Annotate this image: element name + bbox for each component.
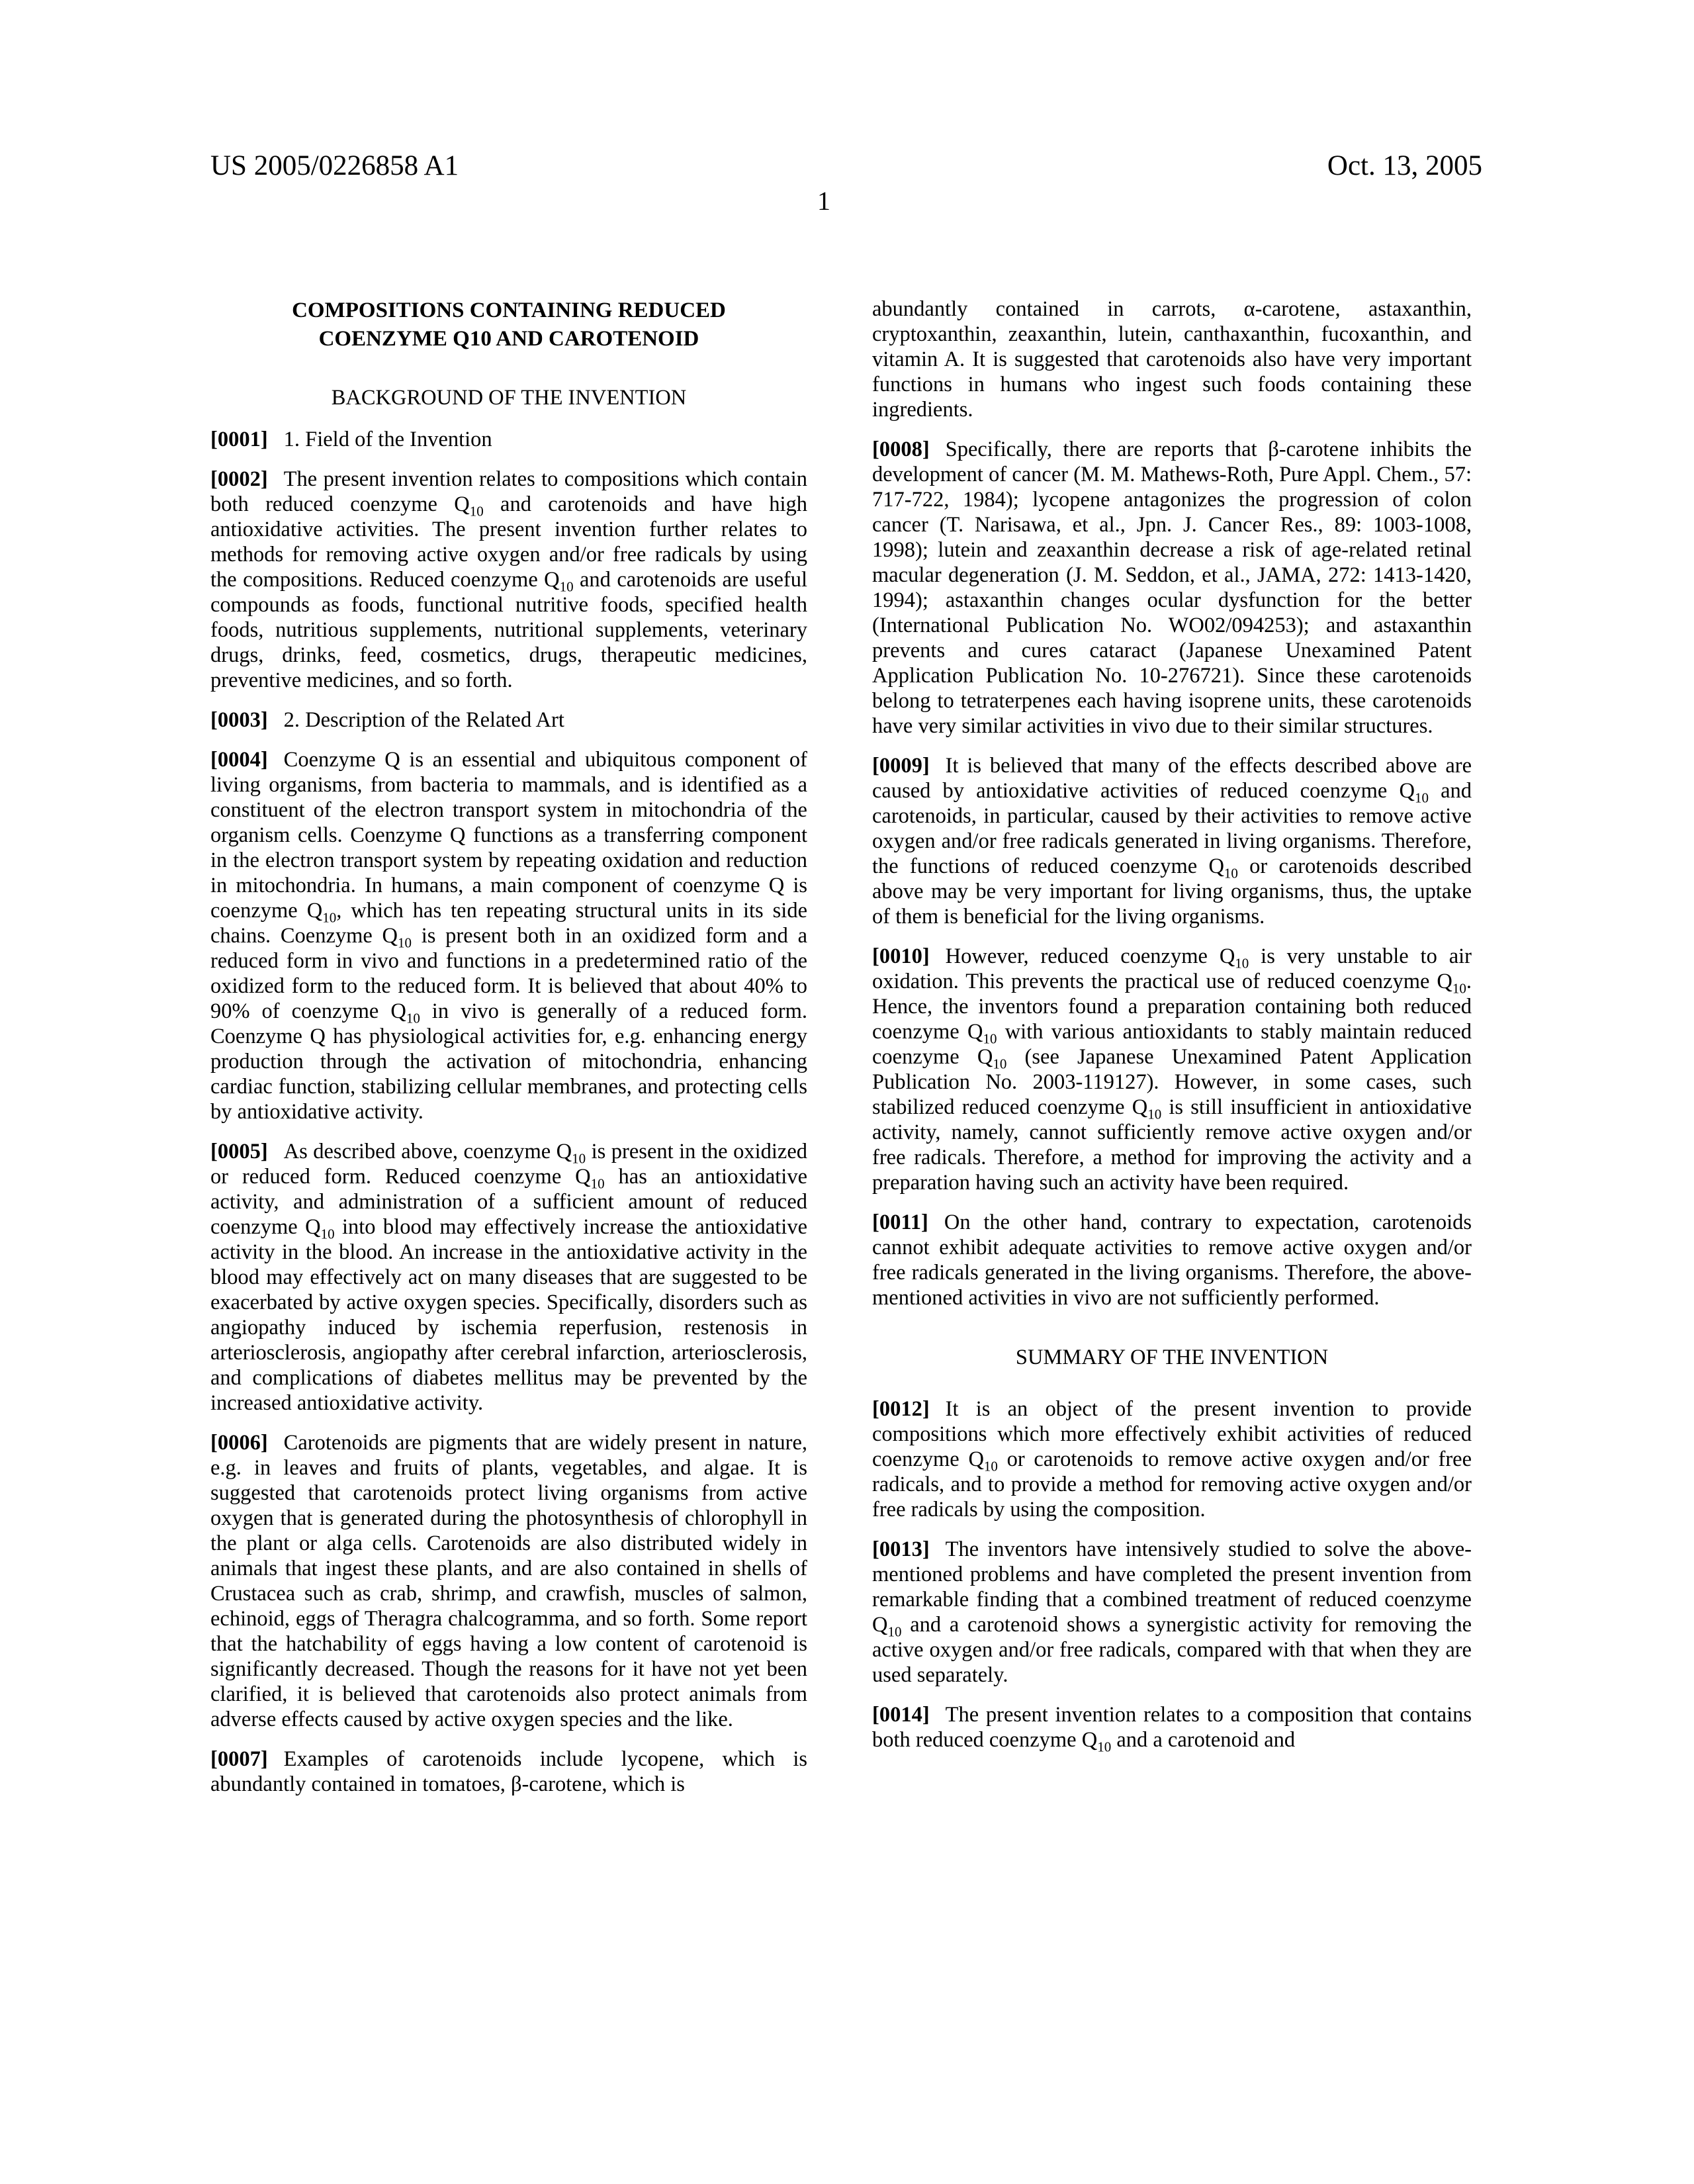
paragraph-tag: [0011] (872, 1210, 928, 1234)
paragraph-tag: [0005] (210, 1140, 268, 1163)
paragraph-0014 (872, 1702, 1472, 1755)
paragraph-0013 (872, 1537, 1472, 1688)
paragraph-tag: [0014] (872, 1703, 930, 1727)
paragraph-text: Carotenoids are pigments that are widely present in nature, e.g. in leaves and fruits of plants, vegetables, and algae. It is suggested that carotenoids protect living organisms from active oxygen that is generated during the photosynthesis of chlorophyll in the plant or alga cells. Carotenoids are also distributed widely in animals that ingest these plants, and are also contained in shells of Crustacea such as crab, shrimp, and crawfish, muscles of salmon, echinoid, eggs of Theragra chalcogramma, and so forth. Some report that the hatchability of eggs having a low content of carotenoid is significantly decreased. Though the reasons for it have not yet been clarified, it is believed that carotenoids also protect animals from adverse effects caused by active oxygen species and the like. (210, 1431, 807, 1731)
paragraph-tag: [0002] (210, 467, 268, 491)
section-heading-background: BACKGROUND OF THE INVENTION (331, 386, 687, 410)
paragraph-0005 (210, 1139, 807, 1416)
publication-date: Oct. 13, 2005 (1327, 150, 1482, 181)
paragraph-text: Coenzyme Q is an essential and ubiquitous component of living organisms, from bacteria to mammals, and is identified as a constituent of the electron transport system in mitochondria of the organism cells. Coenzyme Q functions as a transferring component in the electron transport system by repeating oxidation and reduction in mitochondria. In humans, a main component of coenzyme Q is coenzyme $Q_{10}$, which has ten repeating structural units in its side chains. Coenzyme $Q_{10}$ is present both in an oxidized form and a reduced form in vivo and functions in a predetermined ratio of the oxidized form to the reduced form. It is believed that about 40% to 90% of coenzyme $Q_{10}$ in vivo is generally of a reduced form. Coenzyme Q has physiological activities for, e.g. enhancing energy production through the activation of mitochondria, enhancing cardiac function, stabilizing cellular membranes, and protecting cells by antioxidative activity. (210, 748, 808, 1124)
paragraph-0011 (872, 1210, 1472, 1310)
patent-title-line1: COMPOSITIONS CONTAINING REDUCED (292, 298, 726, 322)
paragraph-text: As described above, coenzyme $Q_{10}$ is present in the oxidized or reduced form. Reduced coenzyme $Q_{10}$ has an antioxidative activity, and administration of a sufficient amount of reduced coenzyme $Q_{10}$ into blood may effectively increase the antioxidative activity in the blood. An increase in the antioxidative activity in the blood may effectively act on many diseases that are suggested to be exacerbated by active oxygen species. Specifically, disorders such as angiopathy induced by ischemia reperfusion, restenosis in arteriosclerosis, angiopathy after cerebral infarction, arteriosclerosis, and complications of diabetes mellitus may be prevented by the increased antioxidative activity. (210, 1140, 808, 1415)
patent-title-line2: COENZYME Q10 AND CAROTENOID (318, 327, 699, 351)
paragraph-0010 (872, 944, 1472, 1195)
paragraph-text: Specifically, there are reports that β-carotene inhibits the development of cancer (M. M. Mathews-Roth, Pure Appl. Chem., 57: 717-722, 1984); lycopene antagonizes the progression of colon cancer (T. Narisawa, et al., Jpn. J. Cancer Res., 89: 1003-1008, 1998); lutein and zeaxanthin decrease a risk of age-related retinal macular degeneration (J. M. Seddon, et al., JAMA, 272: 1413-1420, 1994); astaxanthin changes ocular dysfunction for the better (International Publication No. WO02/094253); and astaxanthin prevents and cures cataract (Japanese Unexamined Patent Application Publication No. 10-276721). Since these carotenoids belong to tetraterpenes each having isoprene units, these carotenoids have very similar activities in vivo due to their similar structures. (872, 437, 1472, 738)
paragraph-tag: [0006] (210, 1431, 268, 1455)
paragraph-0012 (872, 1396, 1472, 1522)
paragraph-tag: [0012] (872, 1397, 930, 1421)
paragraph-0007 (210, 1747, 807, 1797)
paragraph-tag: [0007] (210, 1747, 268, 1771)
paragraph-0003 (210, 707, 807, 733)
paragraph-tag: [0008] (872, 437, 930, 461)
paragraph-tag: [0003] (210, 708, 268, 732)
paragraph-text: The present invention relates to a composition that contains both reduced coenzyme $Q_{10}$ and a carotenoid and (872, 1703, 1472, 1755)
paragraph-tag: [0013] (872, 1537, 930, 1561)
paragraph-tag: [0001] (210, 428, 268, 451)
paragraph-text: 1. Field of the Invention (283, 428, 492, 451)
section-heading-summary: SUMMARY OF THE INVENTION (1015, 1345, 1329, 1369)
paragraph-0002 (210, 467, 807, 693)
paragraph-text: Examples of carotenoids include lycopene, which is abundantly contained in tomatoes, β-carotene, which is (210, 1747, 807, 1796)
right-column (872, 296, 1472, 1755)
paragraph-text: However, reduced coenzyme $Q_{10}$ is very unstable to air oxidation. This prevents the practical use of reduced coenzyme $Q_{10}$. Hence, the inventors found a preparation containing both reduced coenzyme $Q_{10}$ with various antioxidants to stably maintain reduced coenzyme $Q_{10}$ (see Japanese Unexamined Patent Application Publication No. 2003-119127). However, in some cases, such stabilized reduced coenzyme $Q_{10}$ is still insufficient in antioxidative activity, namely, cannot sufficiently remove active oxygen and/or free radicals. Therefore, a method for improving the activity and a preparation having such an activity have been required. (872, 944, 1472, 1195)
paragraph-tag: [0004] (210, 748, 268, 772)
paragraph-0009 (872, 753, 1472, 929)
paragraph-0008 (872, 437, 1472, 739)
paragraph-text: It is believed that many of the effects described above are caused by antioxidative activities of reduced coenzyme $Q_{10}$ and carotenoids, in particular, caused by their activities to remove active oxygen and/or free radicals generated in living organisms. Therefore, the functions of reduced coenzyme $Q_{10}$ or carotenoids described above may be very important for living organisms, thus, the uptake of them is beneficial for the living organisms. (872, 754, 1472, 929)
paragraph-text: abundantly contained in carrots, α-carotene, astaxanthin, cryptoxanthin, zeaxanthin, lutein, canthaxanthin, fucoxanthin, and vitamin A. It is suggested that carotenoids also have very important functions in humans who ingest such foods containing these ingredients. (872, 297, 1472, 422)
paragraph-text: The present invention relates to compositions which contain both reduced coenzyme $Q_{10}$ and carotenoids and have high antioxidative activities. The present invention further relates to methods for removing active oxygen and/or free radicals by using the compositions. Reduced coenzyme $Q_{10}$ and carotenoids are useful compounds as foods, functional nutritive foods, specified health foods, nutritious supplements, nutritional supplements, veterinary drugs, drinks, feed, cosmetics, drugs, therapeutic medicines, preventive medicines, and so forth. (210, 467, 807, 692)
paragraph-text: 2. Description of the Related Art (283, 708, 564, 732)
paragraph-text: The inventors have intensively studied to solve the above-mentioned problems and have completed the present invention from remarkable finding that a combined treatment of reduced coenzyme $Q_{10}$ and a carotenoid shows a synergistic activity for removing the active oxygen and/or free radicals, compared with that when they are used separately. (872, 1537, 1472, 1687)
left-column (210, 296, 807, 1797)
patent-title (228, 296, 790, 353)
paragraph-text: On the other hand, contrary to expectation, carotenoids cannot exhibit adequate activities to remove active oxygen and/or free radicals generated in the living organisms. Therefore, the above-mentioned activities in vivo are not sufficiently performed. (872, 1210, 1472, 1310)
page-number: 1 (817, 186, 830, 216)
paragraph-0007-continuation (872, 296, 1472, 422)
paragraph-0006 (210, 1430, 807, 1732)
paragraph-0004 (210, 747, 807, 1124)
paragraph-tag: [0009] (872, 754, 930, 778)
paragraph-0001 (210, 427, 807, 452)
paragraph-text: It is an object of the present invention to provide compositions which more effectively exhibit activities of reduced coenzyme $Q_{10}$ or carotenoids to remove active oxygen and/or free radicals, and to provide a method for removing active oxygen and/or free radicals by using the composition. (872, 1397, 1472, 1522)
publication-number: US 2005/0226858 A1 (210, 150, 459, 181)
paragraph-tag: [0010] (872, 944, 930, 968)
